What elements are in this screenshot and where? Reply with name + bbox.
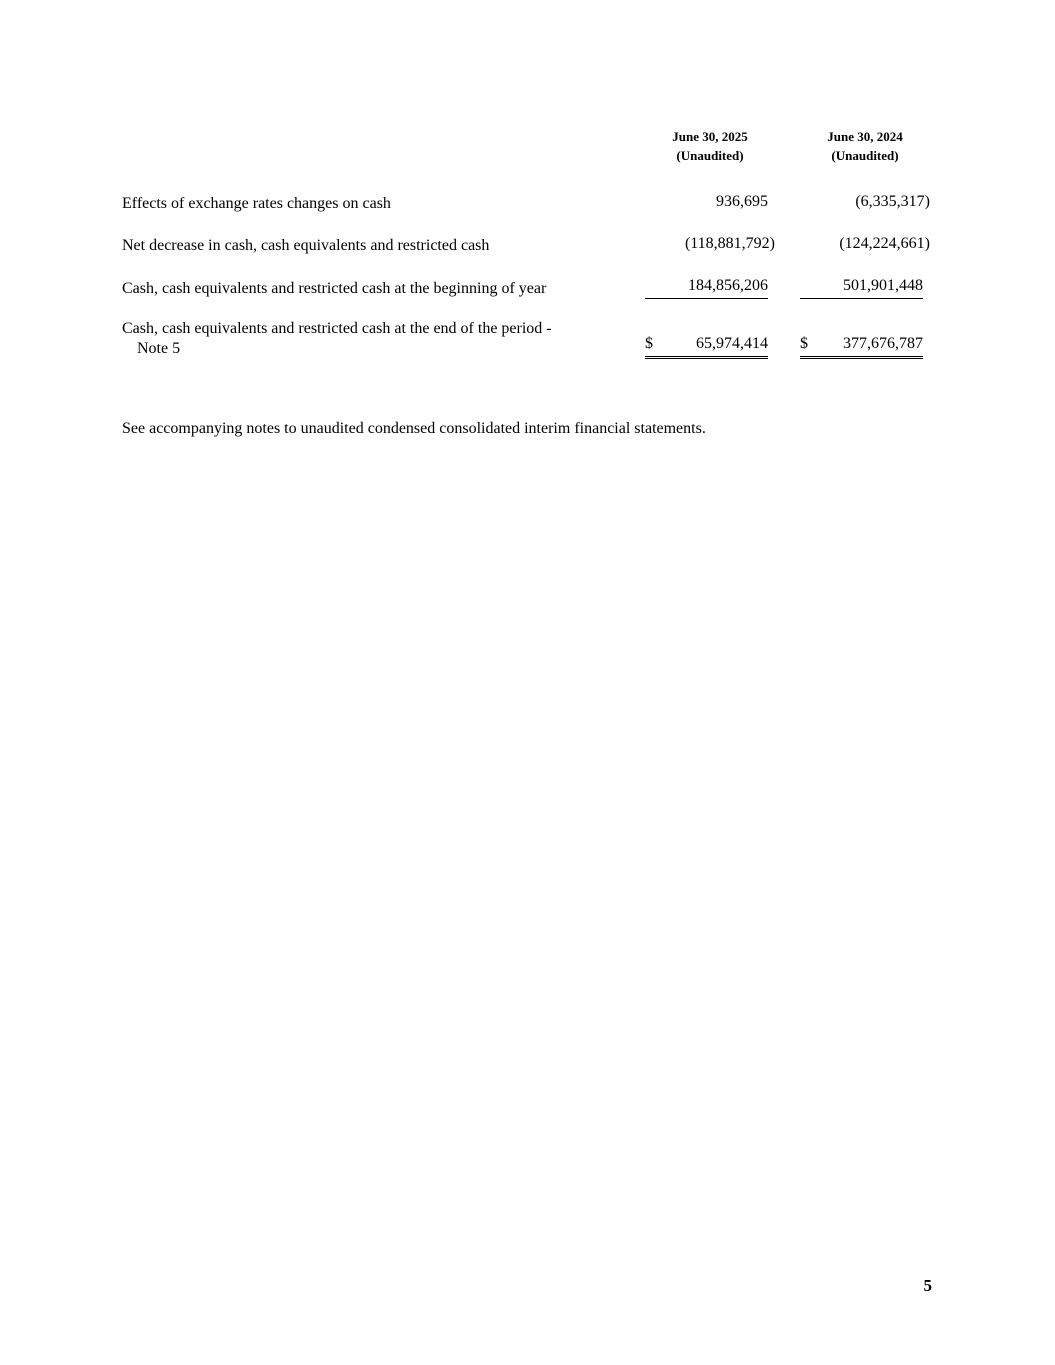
amount-2025: 184,856,206 [645, 276, 768, 299]
amount-2025: 65,974,414 [696, 335, 768, 352]
header-spacer [122, 127, 645, 165]
page-number: 5 [923, 1276, 932, 1295]
row-label: Effects of exchange rates changes on cash [122, 195, 391, 212]
amount-cell-2025 [645, 192, 775, 214]
column-header-2025 [645, 127, 775, 165]
amount-2024: 501,901,448 [800, 276, 923, 299]
table-row-exchange-effects [122, 192, 932, 214]
amount-cell-2025 [645, 276, 775, 299]
row-label-line1: Cash, cash equivalents and restricted cash at the end of the period - [122, 320, 552, 337]
column-header-2024 [800, 127, 930, 165]
total-2024 [800, 334, 923, 359]
amount-2025: (118,881,792) [684, 235, 775, 252]
amount-2024: (6,335,317) [855, 193, 930, 210]
row-label: Cash, cash equivalents and restricted cash at the beginning of year [122, 280, 547, 297]
column-date-2025: June 30, 2025 [672, 129, 748, 144]
amount-cell-2024 [800, 334, 930, 359]
currency-symbol: $ [645, 335, 653, 352]
amount-cell-2024 [800, 234, 930, 256]
amount-2024: 377,676,787 [843, 335, 923, 352]
currency-symbol: $ [800, 335, 808, 352]
amount-cell-2025 [645, 334, 775, 359]
amount-cell-2024 [800, 192, 930, 214]
column-gap [775, 127, 800, 165]
amount-cell-2025 [645, 234, 775, 256]
table-row-end-of-period [122, 319, 932, 359]
table-header-row [122, 127, 932, 165]
amount-2025: 936,695 [716, 193, 768, 210]
row-label [122, 319, 645, 359]
amount-cell-2024 [800, 276, 930, 299]
footnote: See accompanying notes to unaudited condensed consolidated interim financial statements. [122, 420, 706, 437]
amount-2024: (124,224,661) [839, 235, 930, 252]
cash-flow-table [122, 127, 932, 379]
table-row-beginning-of-year [122, 276, 932, 299]
table-row-net-decrease [122, 234, 932, 256]
column-sub-2025: (Unaudited) [676, 148, 744, 163]
row-label: Net decrease in cash, cash equivalents and restricted cash [122, 237, 490, 254]
column-sub-2024: (Unaudited) [831, 148, 899, 163]
total-2025 [645, 334, 768, 359]
column-date-2024: June 30, 2024 [827, 129, 903, 144]
row-label-line2: Note 5 [137, 340, 181, 357]
